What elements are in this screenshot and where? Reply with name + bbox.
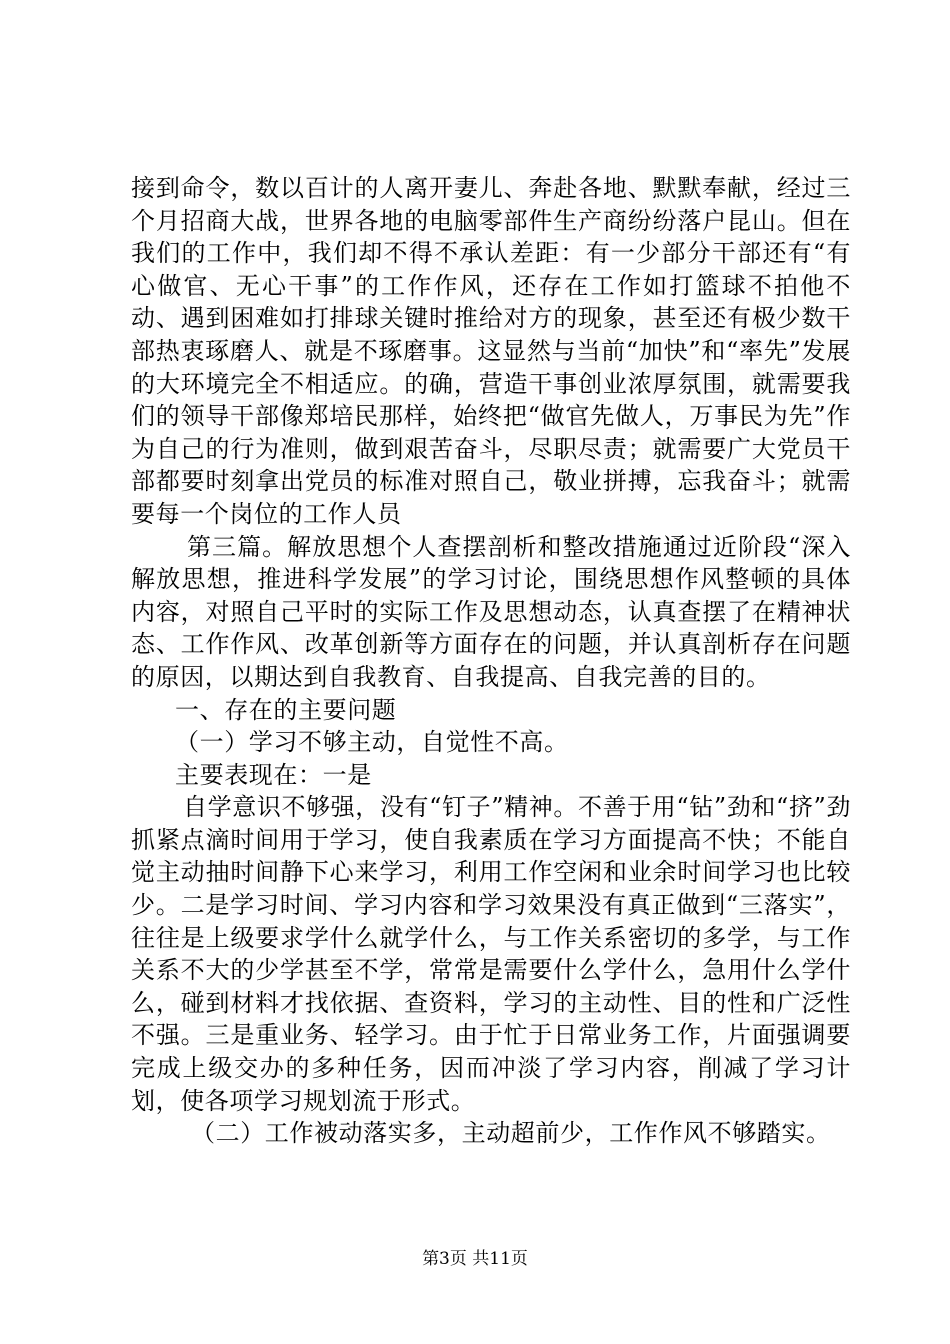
paragraph-chapter-three: 第三篇。解放思想个人查摆剖析和整改措施通过近阶段“深入解放思想，推进科学发展”的学习讨论，围绕思想作风整顿的具体内容，对照自己平时的实际工作及思想动态，认真查摆了在精神状态、工作作风、改革创新等方面存在的问题，并认真剖析存在问题的原因，以期达到自我教育、自我提高、自我完善的目的。 — [131, 532, 851, 691]
paragraph-continuation: 接到命令，数以百计的人离开妻儿、奔赴各地、默默奉献，经过三个月招商大战，世界各地的电脑零部件生产商纷纷落户昆山。但在我们的工作中，我们却不得不承认差距：有一少部分干部还有“有心做官、无心干事”的工作作风，还存在工作如打篮球不拍他不动、遇到困难如打排球关键时推给对方的现象，甚至还有极少数干部热衷琢磨人、就是不琢磨事。这显然与当前“加快”和“率先”发展的大环境完全不相适应。的确，营造干事创业浓厚氛围，就需要我们的领导干部像郑培民那样，始终把“做官先做人，万事民为先”作为自己的行为准则，做到艰苦奋斗，尽职尽责；就需要广大党员干部都要时刻拿出党员的标准对照自己，敬业拼搏，忘我奋斗；就需要每一个岗位的工作人员 — [131, 174, 851, 528]
subheading-learning: （一）学习不够主动，自觉性不高。 — [175, 728, 569, 757]
page-number-footer: 第3页 共11页 — [422, 1249, 528, 1269]
subheading-work-style: （二）工作被动落实多，主动超前少，工作作风不够踏实。 — [191, 1119, 831, 1148]
document-body — [131, 172, 851, 1150]
paragraph-manifestation: 主要表现在：一是 — [175, 760, 372, 789]
paragraph-self-study: 自学意识不够强，没有“钉子”精神。不善于用“钻”劲和“挤”劲抓紧点滴时间用于学习，使自我素质在学习方面提高不快；不能自觉主动抽时间静下心来学习，利用工作空闲和业余时间学习也比较少。二是学习时间、学习内容和学习效果没有真正做到“三落实”，往往是上级要求学什么就学什么，与工作关系密切的多学，与工作关系不大的少学甚至不学，常常是需要什么学什么，急用什么学什么，碰到材料才找依据、查资料，学习的主动性、目的性和广泛性不强。三是重业务、轻学习。由于忙于日常业务工作，片面强调要完成上级交办的多种任务，因而冲淡了学习内容，削减了学习计划，使各项学习规划流于形式。 — [131, 793, 851, 1115]
section-heading-main-problems: 一、存在的主要问题 — [175, 695, 397, 724]
